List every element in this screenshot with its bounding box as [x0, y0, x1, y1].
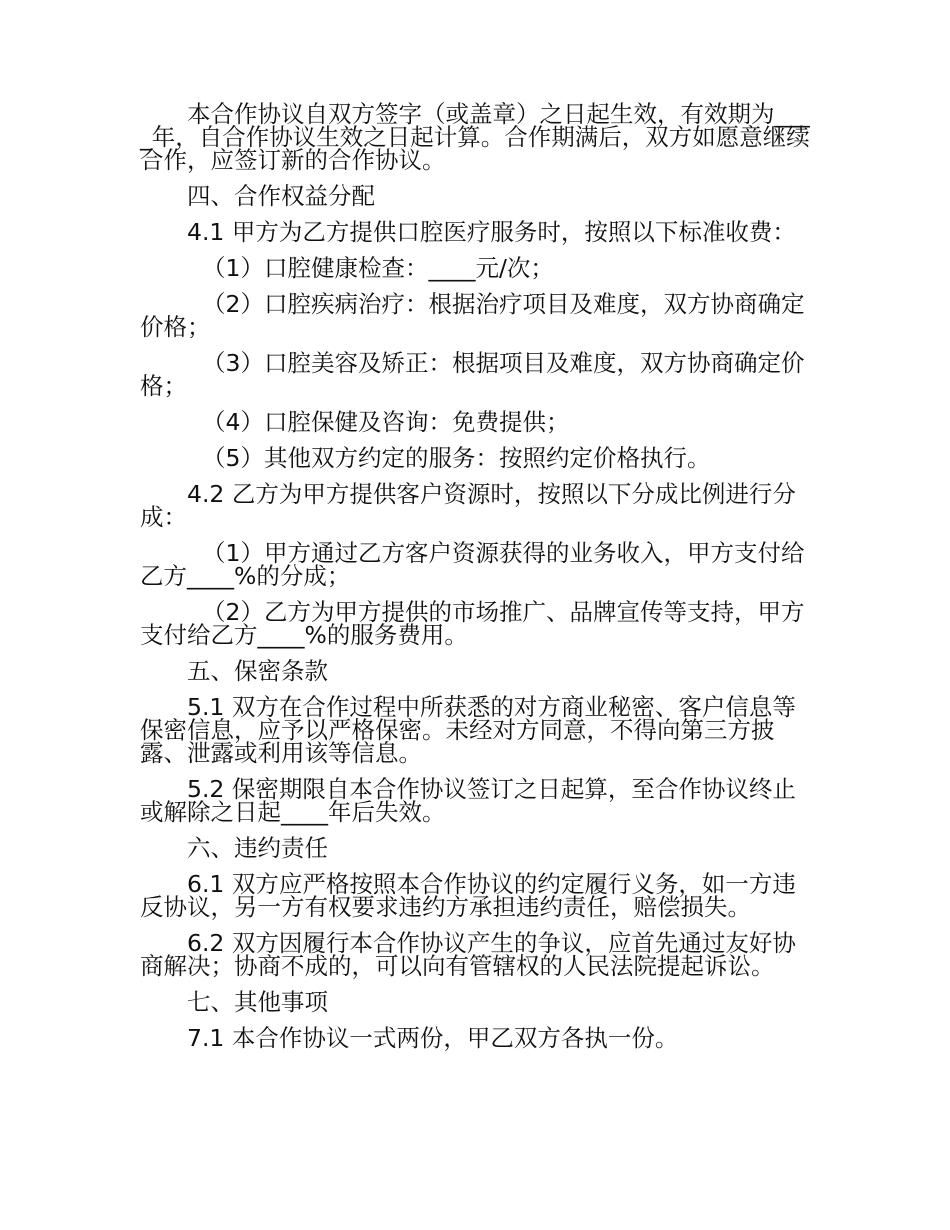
- list-item-4-1-1: （1）口腔健康检查：____元/次；: [202, 254, 554, 282]
- paragraph-5-2: 5.2 保密期限自本合作协议签订之日起算，至合作协议终止或解除之日起____年后失效。: [140, 775, 796, 826]
- list-item-4-2-1: （1）甲方通过乙方客户资源获得的业务收入，甲方支付给乙方____%的分成；: [140, 539, 805, 590]
- paragraph-7-1: 7.1 本合作协议一式两份，甲乙双方各执一份。: [187, 1024, 679, 1052]
- paragraph-effective-term: 本合作协议自双方签字（或盖章）之日起生效，有效期为____年，自合作协议生效之日起计算。合作期满后，双方如愿意继续合作，应签订新的合作协议。: [140, 100, 810, 174]
- list-item-4-1-5: （5）其他双方约定的服务：按照约定价格执行。: [202, 444, 711, 472]
- document-body: [140, 100, 810, 1063]
- list-item-4-2-2: （2）乙方为甲方提供的市场推广、品牌宣传等支持，甲方支付给乙方____%的服务费用。: [140, 598, 805, 649]
- paragraph-5-1: 5.1 双方在合作过程中所获悉的对方商业秘密、客户信息等保密信息，应予以严格保密。未经对方同意，不得向第三方披露、泄露或利用该等信息。: [140, 693, 796, 767]
- list-item-4-1-2: （2）口腔疾病治疗：根据治疗项目及难度，双方协商确定价格；: [140, 290, 805, 341]
- section-heading-6: 六、违约责任: [187, 834, 328, 862]
- list-item-4-1-4: （4）口腔保健及咨询：免费提供；: [202, 408, 570, 436]
- section-heading-4: 四、合作权益分配: [187, 182, 375, 210]
- paragraph-4-1: 4.1 甲方为乙方提供口腔医疗服务时，按照以下标准收费：: [187, 218, 796, 246]
- paragraph-6-1: 6.1 双方应严格按照本合作协议的约定履行义务，如一方违反协议，另一方有权要求违约方承担违约责任，赔偿损失。: [140, 870, 796, 921]
- paragraph-4-2: 4.2 乙方为甲方提供客户资源时，按照以下分成比例进行分成：: [140, 480, 796, 531]
- section-heading-7: 七、其他事项: [187, 988, 328, 1016]
- list-item-4-1-3: （3）口腔美容及矫正：根据项目及难度，双方协商确定价格；: [140, 349, 805, 400]
- paragraph-6-2: 6.2 双方因履行本合作协议产生的争议，应首先通过友好协商解决；协商不成的，可以向有管辖权的人民法院提起诉讼。: [140, 929, 796, 980]
- section-heading-5: 五、保密条款: [187, 657, 328, 685]
